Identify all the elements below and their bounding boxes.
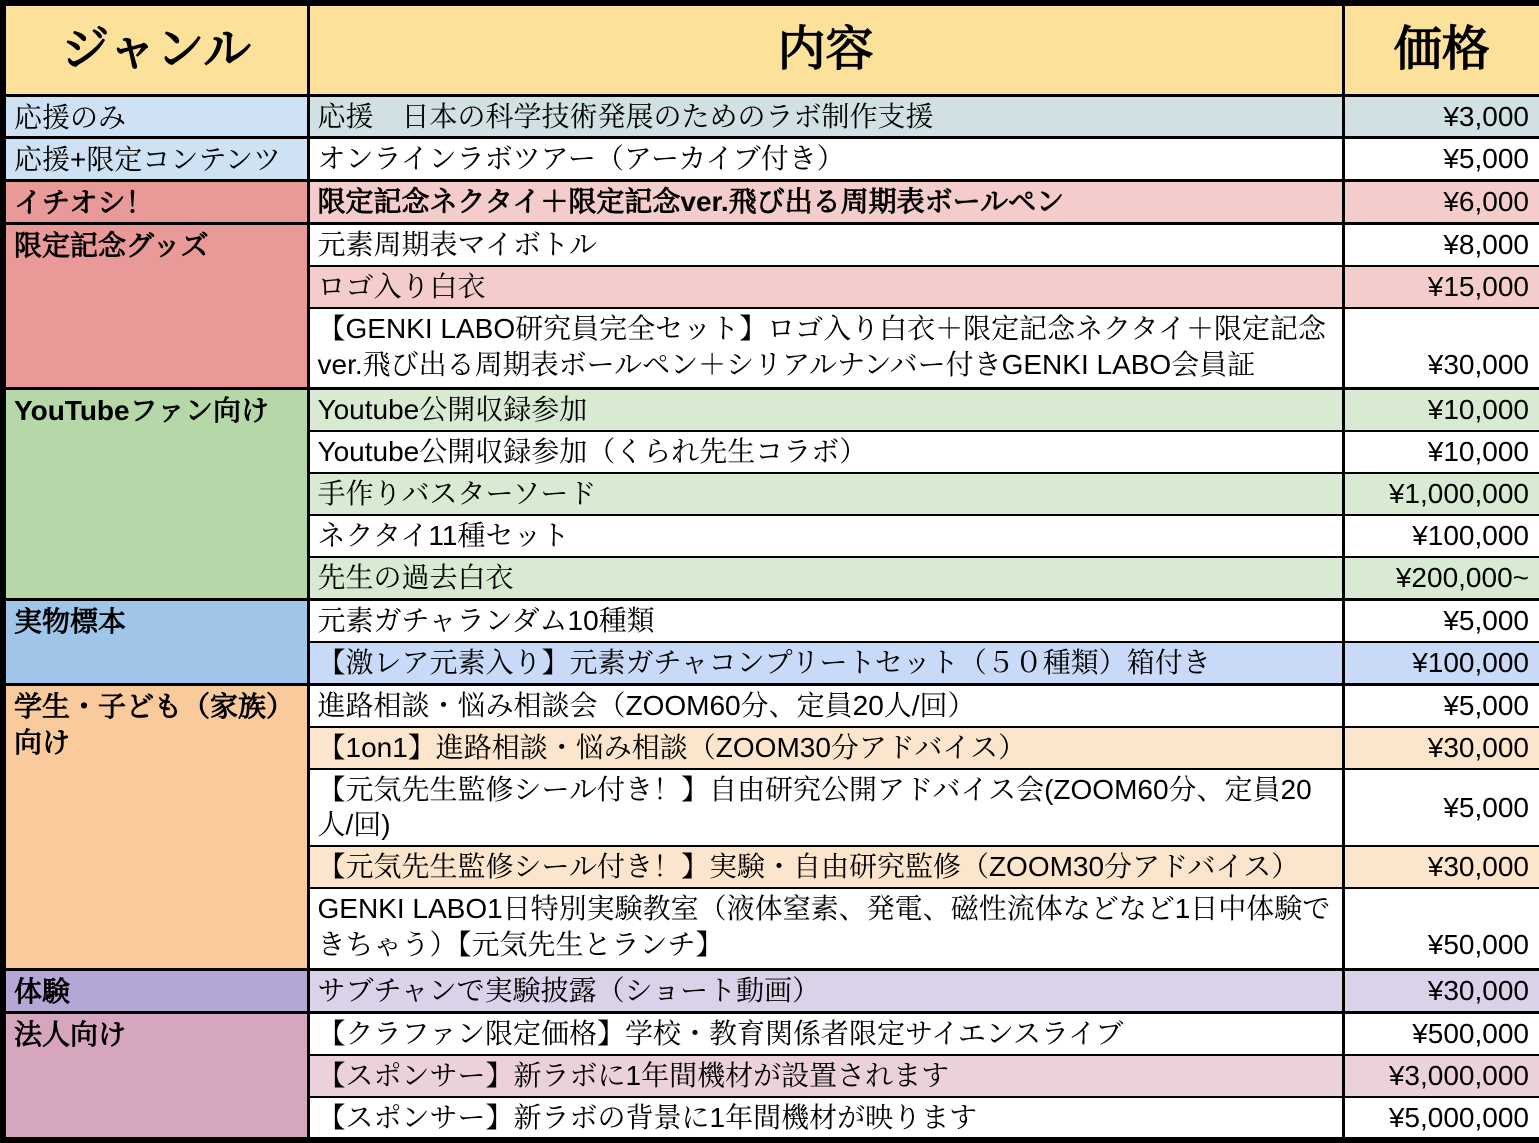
price-cell: ¥15,000 <box>1343 266 1539 308</box>
price-cell: ¥100,000 <box>1343 642 1539 684</box>
content-cell: 【スポンサー】新ラボに1年間機材が設置されます <box>308 1055 1343 1097</box>
content-cell: 進路相談・悩み相談会（ZOOM60分、定員20人/回） <box>308 684 1343 726</box>
table-row <box>3 684 1539 726</box>
content-cell: 先生の過去白衣 <box>308 557 1343 599</box>
content-cell: Youtube公開収録参加（くられ先生コラボ） <box>308 431 1343 473</box>
header-content: 内容 <box>308 3 1343 95</box>
price-cell: ¥1,000,000 <box>1343 473 1539 515</box>
content-cell: 【激レア元素入り】元素ガチャコンプリートセット（５０種類）箱付き <box>308 642 1343 684</box>
price-cell: ¥5,000 <box>1343 769 1539 847</box>
table-row <box>3 95 1539 138</box>
content-cell: ネクタイ11種セット <box>308 515 1343 557</box>
table-row <box>3 1012 1539 1054</box>
table-row <box>3 600 1539 642</box>
genre-cell: YouTubeファン向け <box>3 389 308 600</box>
genre-cell: 法人向け <box>3 1012 308 1140</box>
content-cell: 元素周期表マイボトル <box>308 223 1343 265</box>
price-cell: ¥5,000 <box>1343 600 1539 642</box>
table-row <box>3 181 1539 224</box>
price-cell: ¥200,000~ <box>1343 557 1539 599</box>
content-cell: 限定記念ネクタイ＋限定記念ver.飛び出る周期表ボールペン <box>308 181 1343 224</box>
genre-cell: 応援のみ <box>3 95 308 138</box>
content-cell: Youtube公開収録参加 <box>308 389 1343 431</box>
price-cell: ¥30,000 <box>1343 308 1539 389</box>
content-cell: 【1on1】進路相談・悩み相談（ZOOM30分アドバイス） <box>308 727 1343 769</box>
price-cell: ¥5,000 <box>1343 684 1539 726</box>
price-cell: ¥50,000 <box>1343 888 1539 969</box>
table-row <box>3 223 1539 265</box>
content-cell: 応援 日本の科学技術発展のためのラボ制作支援 <box>308 95 1343 138</box>
price-cell: ¥3,000,000 <box>1343 1055 1539 1097</box>
genre-cell: 限定記念グッズ <box>3 223 308 388</box>
content-cell: 手作りバスターソード <box>308 473 1343 515</box>
header-row <box>3 3 1539 95</box>
price-cell: ¥10,000 <box>1343 431 1539 473</box>
price-cell: ¥30,000 <box>1343 846 1539 888</box>
header-genre: ジャンル <box>3 3 308 95</box>
content-cell: 元素ガチャランダム10種類 <box>308 600 1343 642</box>
genre-cell: 実物標本 <box>3 600 308 685</box>
genre-cell: 体験 <box>3 969 308 1012</box>
content-cell: ロゴ入り白衣 <box>308 266 1343 308</box>
content-cell: 【GENKI LABO研究員完全セット】ロゴ入り白衣＋限定記念ネクタイ＋限定記念ver.飛び出る周期表ボールペン＋シリアルナンバー付きGENKI LABO会員証 <box>308 308 1343 389</box>
price-cell: ¥100,000 <box>1343 515 1539 557</box>
content-cell: オンラインラボツアー（アーカイブ付き） <box>308 138 1343 181</box>
content-cell: GENKI LABO1日特別実験教室（液体窒素、発電、磁性流体などなど1日中体験できちゃう）【元気先生とランチ】 <box>308 888 1343 969</box>
table-row <box>3 389 1539 431</box>
price-cell: ¥5,000,000 <box>1343 1097 1539 1141</box>
price-cell: ¥30,000 <box>1343 727 1539 769</box>
table-row <box>3 138 1539 181</box>
price-cell: ¥8,000 <box>1343 223 1539 265</box>
price-cell: ¥5,000 <box>1343 138 1539 181</box>
genre-cell: 応援+限定コンテンツ <box>3 138 308 181</box>
genre-cell: 学生・子ども（家族）向け <box>3 684 308 969</box>
price-cell: ¥6,000 <box>1343 181 1539 224</box>
header-price: 価格 <box>1343 3 1539 95</box>
price-cell: ¥3,000 <box>1343 95 1539 138</box>
content-cell: 【スポンサー】新ラボの背景に1年間機材が映ります <box>308 1097 1343 1141</box>
genre-cell: イチオシ！ <box>3 181 308 224</box>
price-cell: ¥10,000 <box>1343 389 1539 431</box>
content-cell: 【クラファン限定価格】学校・教育関係者限定サイエンスライブ <box>308 1012 1343 1054</box>
content-cell: サブチャンで実験披露（ショート動画） <box>308 969 1343 1012</box>
content-cell: 【元気先生監修シール付き！】自由研究公開アドバイス会(ZOOM60分、定員20人/回) <box>308 769 1343 847</box>
content-cell: 【元気先生監修シール付き！】実験・自由研究監修（ZOOM30分アドバイス） <box>308 846 1343 888</box>
table-row <box>3 969 1539 1012</box>
price-cell: ¥500,000 <box>1343 1012 1539 1054</box>
price-cell: ¥30,000 <box>1343 969 1539 1012</box>
